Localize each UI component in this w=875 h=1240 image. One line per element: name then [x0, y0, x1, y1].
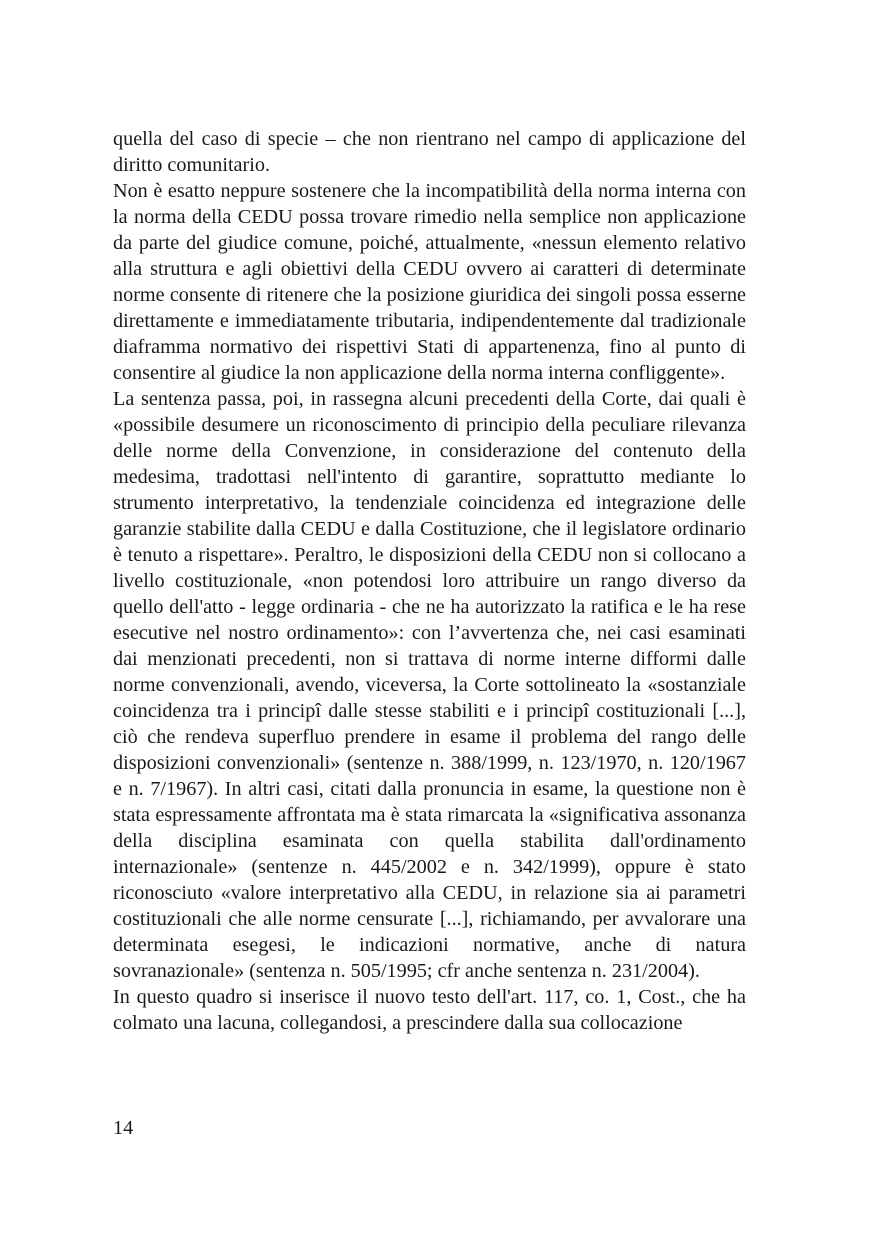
paragraph-3: La sentenza passa, poi, in rassegna alcuni precedenti della Corte, dai quali è «possibile desumere un riconoscimento di principio della peculiare rilevanza delle norme della Convenzione, in considerazione del contenuto della medesima, tradottasi nell'intento di garantire, soprattutto mediante lo strumento interpretativo, la tendenziale coincidenza ed integrazione delle garanzie stabilite dalla CEDU e dalla Costituzione, che il legislatore ordinario è tenuto a rispettare». Peraltro, le disposizioni della CEDU non si collocano a livello costituzionale, «non potendosi loro attribuire un rango diverso da quello dell'atto - legge ordinaria - che ne ha autorizzato la ratifica e le ha rese esecutive nel nostro ordinamento»: con l’avvertenza che, nei casi esaminati dai menzionati precedenti, non si trattava di norme interne difformi dalle norme convenzionali, avendo, viceversa, la Corte sottolineato la «sostanziale coincidenza tra i principî dalle stesse stabiliti e i principî costituzionali [...], ciò che rendeva superfluo prendere in esame il problema del rango delle disposizioni convenzionali» (sentenze n. 388/1999, n. 123/1970, n. 120/1967 e n. 7/1967). In altri casi, citati dalla pronuncia in esame, la questione non è stata espressamente affrontata ma è stata rimarcata la «significativa assonanza della disciplina esaminata con quella stabilita dall'ordinamento internazionale» (sentenze n. 445/2002 e n. 342/1999), oppure è stato riconosciuto «valore interpretativo alla CEDU, in relazione sia ai parametri costituzionali che alle norme censurate [...], richiamando, per avvalorare una determinata esegesi, le indicazioni normative, anche di natura sovranazionale» (sentenza n. 505/1995; cfr anche sentenza n. 231/2004). — [113, 388, 746, 982]
paragraph-4: In questo quadro si inserisce il nuovo testo dell'art. 117, co. 1, Cost., che ha colmato una lacuna, collegandosi, a prescindere dalla sua collocazione — [113, 986, 746, 1034]
paragraph-1: quella del caso di specie – che non rientrano nel campo di applicazione del diritto comunitario. — [113, 128, 746, 176]
paragraph-2: Non è esatto neppure sostenere che la incompatibilità della norma interna con la norma della CEDU possa trovare rimedio nella semplice non applicazione da parte del giudice comune, poiché, attualmente, «nessun elemento relativo alla struttura e agli obiettivi della CEDU ovvero ai caratteri di determinate norme consente di ritenere che la posizione giuridica dei singoli possa esserne direttamente e immediatamente tributaria, indipendentemente dal tradizionale diaframma normativo dei rispettivi Stati di appartenenza, fino al punto di consentire al giudice la non applicazione della norma interna confliggente». — [113, 180, 746, 384]
page-number: 14 — [113, 1117, 134, 1139]
page-body — [113, 126, 746, 1036]
